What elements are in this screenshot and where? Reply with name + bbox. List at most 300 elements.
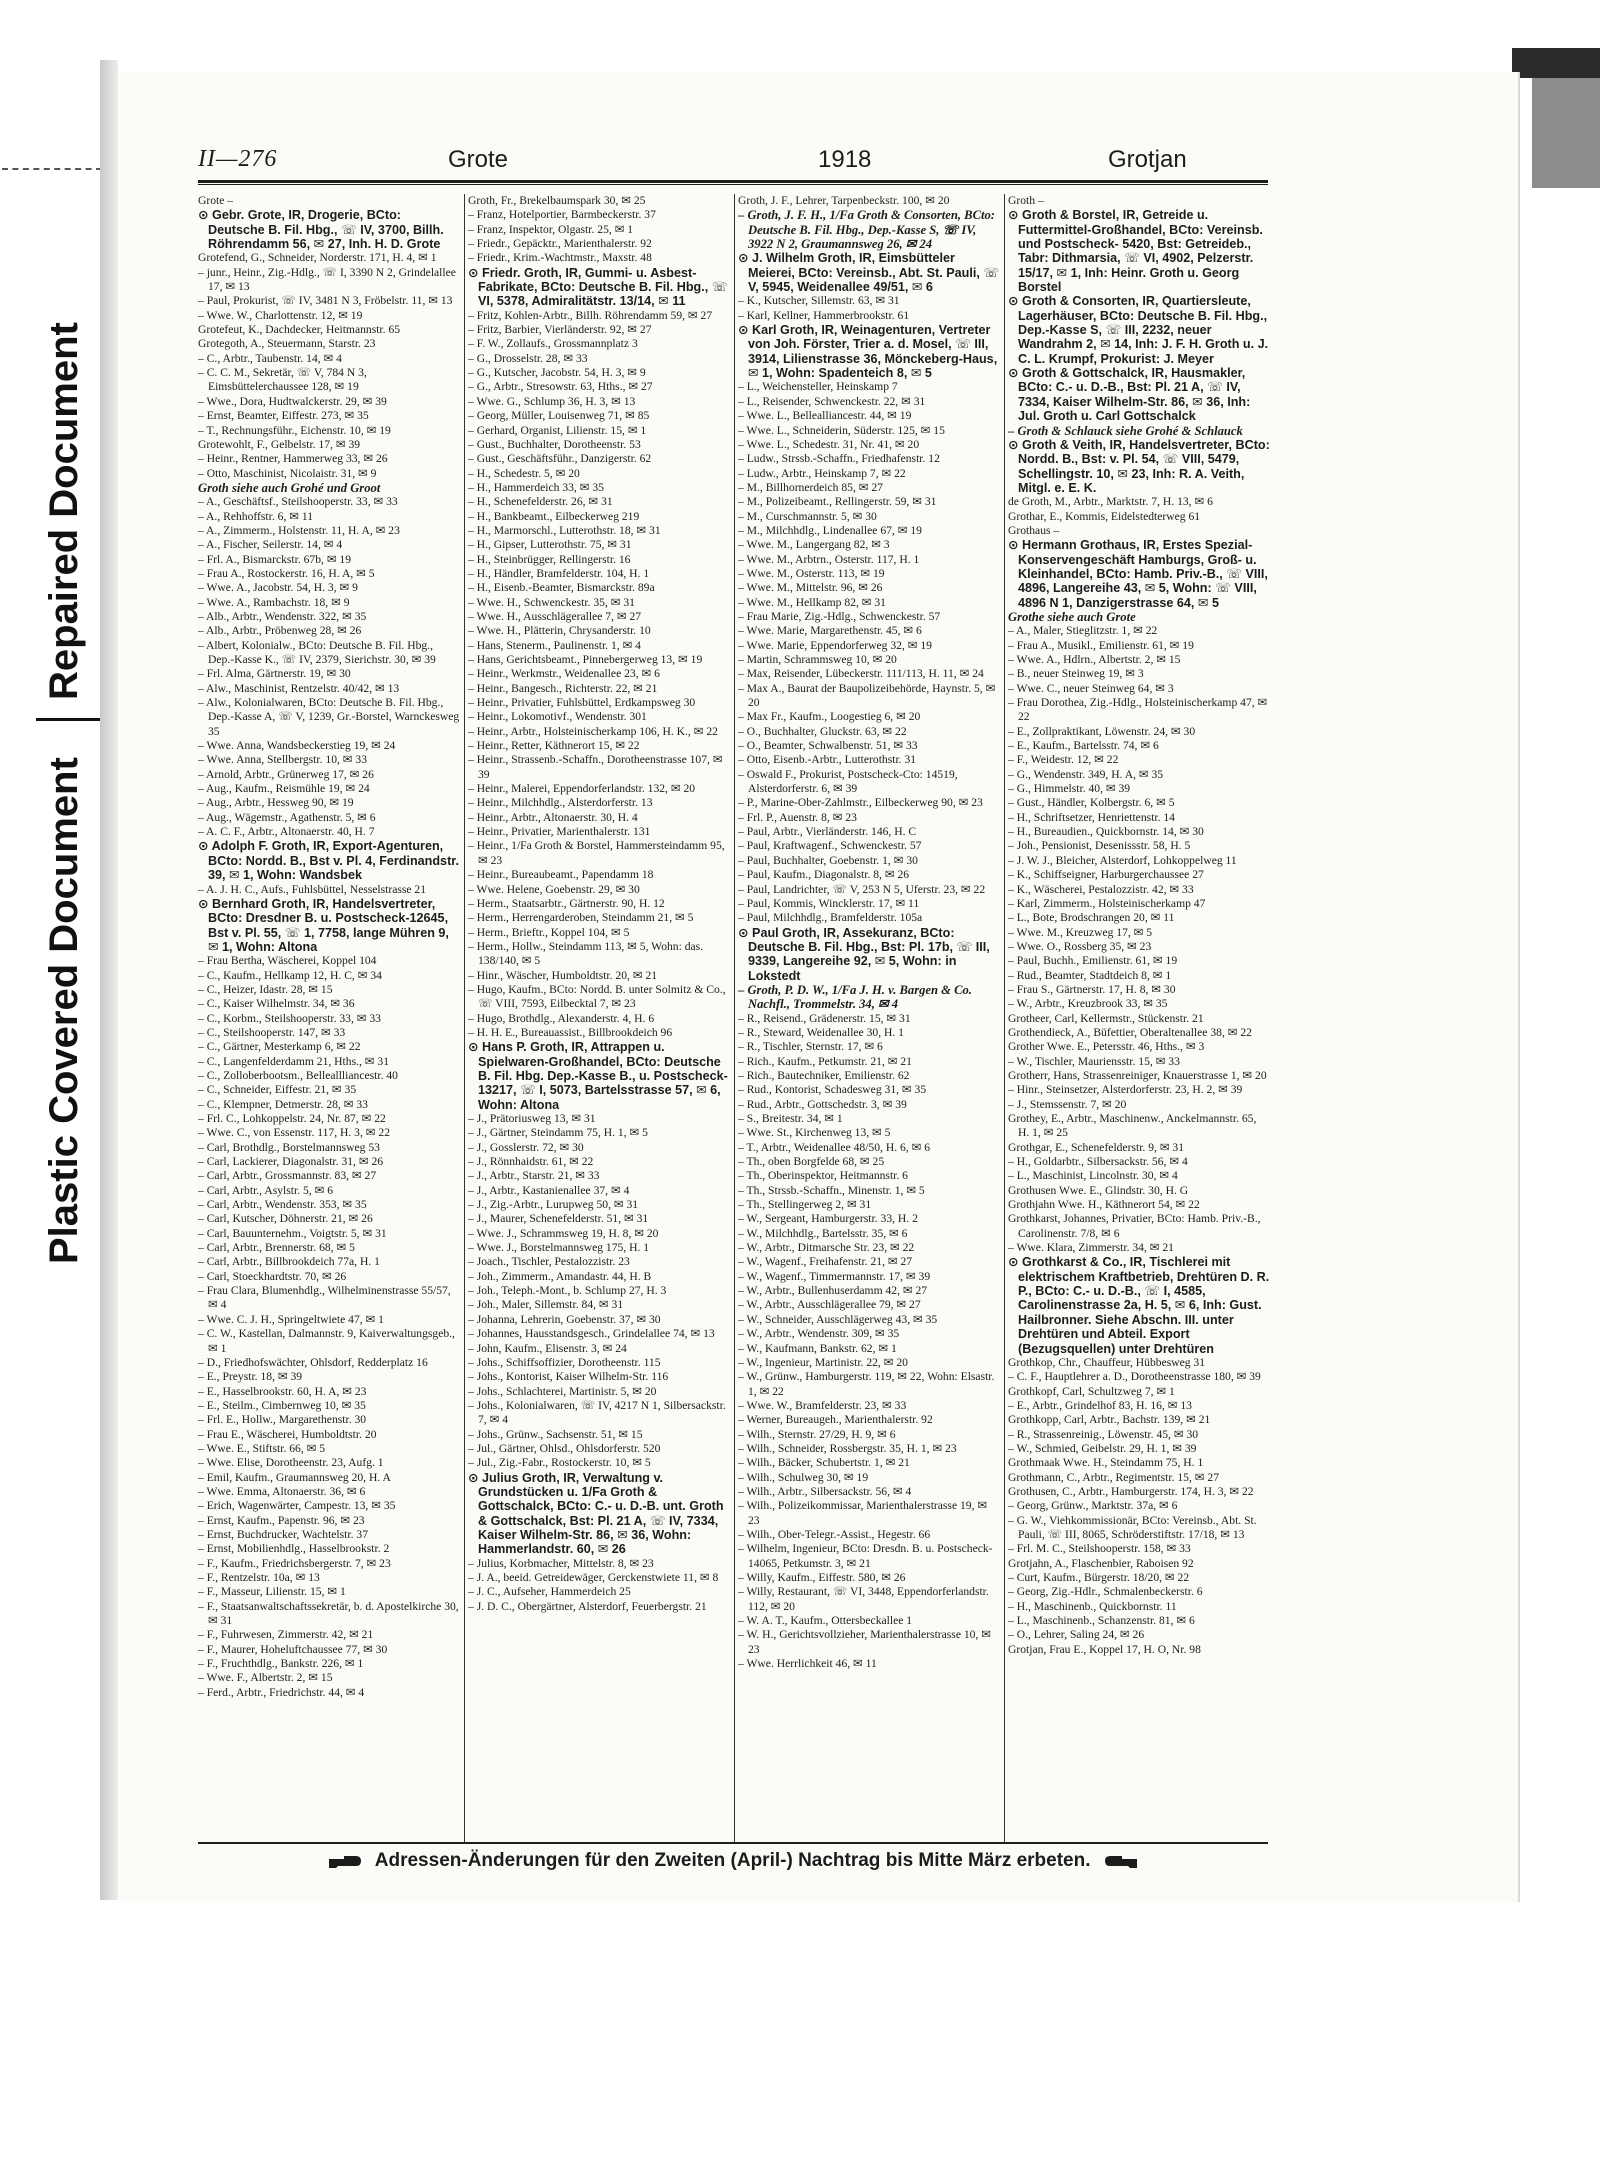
directory-entry: – J., Stemssenstr. 7, ✉ 20 (1008, 1097, 1127, 1111)
directory-entry: – Joach., Tischler, Pestalozzistr. 23 (468, 1255, 630, 1269)
directory-entry: – junr., Heinr., Zig.-Hdlg., ☏ I, 3390 N 2, Grindelallee 17, ✉ 13 (198, 265, 456, 294)
directory-entry: – Aug., Kaufm., Reismühle 19, ✉ 24 (198, 782, 370, 796)
directory-entry: – J., Arbtr., Starstr. 21, ✉ 33 (468, 1169, 600, 1183)
directory-entry: – Georg, Zig.-Hdlr., Schmalenbeckerstr. 6 (1008, 1585, 1203, 1599)
directory-entry: – Th., Strssb.-Schaffn., Minenstr. 1, ✉ 5 (738, 1183, 925, 1197)
directory-entry: – Max Fr., Kaufm., Loogestieg 6, ✉ 20 (738, 710, 921, 724)
directory-entry: – Georg, Grünw., Marktstr. 37a, ✉ 6 (1008, 1499, 1178, 1513)
directory-entry: – Herm., Hollw., Steindamm 113, ✉ 5, Wohn: das. 138/140, ✉ 5 (468, 939, 704, 968)
directory-entry: – Wwe. M., Mittelstr. 96, ✉ 26 (738, 581, 883, 595)
directory-entry: – Frl. C., Lohkoppelstr. 24, Nr. 87, ✉ 22 (198, 1112, 386, 1125)
directory-entry: – D., Friedhofswächter, Ohlsdorf, Redderplatz 16 (198, 1355, 428, 1369)
directory-entry: Grotefend, G., Schneider, Norderstr. 171, H. 4, ✉ 1 (198, 251, 437, 265)
document-label-strip (0, 0, 108, 2177)
directory-entry: Grothusen Wwe. E., Glindstr. 30, H. G (1008, 1183, 1189, 1197)
directory-entry: – G., Himmelstr. 40, ✉ 39 (1008, 782, 1131, 796)
directory-entry: – Wwe. M., Langergang 82, ✉ 3 (738, 538, 890, 552)
directory-entry: – W., Tischler, Mauriensstr. 15, ✉ 33 (1008, 1054, 1180, 1068)
strip-separator (36, 718, 104, 721)
directory-entry: – Wwe. A., Hdlrn., Albertstr. 2, ✉ 15 (1008, 653, 1181, 666)
directory-entry: – K., Kutscher, Sillemstr. 63, ✉ 31 (738, 294, 900, 308)
directory-entry: – Hans, Gerichtsbeamt., Pinnebergerweg 13, ✉ 19 (468, 653, 703, 666)
directory-entry: – Carl, Arbtr., Asylstr. 5, ✉ 6 (198, 1183, 333, 1197)
column-divider (464, 194, 465, 1842)
firm-entry: ⊙ J. Wilhelm Groth, IR, Eimsbütteler Meierei, BCto: Vereinsb., Abt. St. Pauli, ☏ V, 5945, Weidenallee 49/51, ✉ 6 (738, 251, 1000, 295)
directory-entry: – C., Kaiser Wilhelmstr. 34, ✉ 36 (198, 997, 355, 1011)
directory-entry: – Alb., Arbtr., Wendenstr. 322, ✉ 35 (198, 609, 367, 623)
directory-entry: – M., Polizeibeamt., Rellingerstr. 59, ✉ 31 (738, 495, 937, 509)
directory-entry: – Carl, Kutscher, Döhnerstr. 21, ✉ 26 (198, 1212, 373, 1226)
directory-entry: – F., Rentzelstr. 10a, ✉ 13 (198, 1571, 320, 1584)
directory-entry: – Wilh., Polizeikommissar, Marienthalerstrasse 19, ✉ 23 (738, 1499, 988, 1527)
directory-entry: – E., Arbtr., Grindelhof 83, H. 16, ✉ 13 (1008, 1398, 1192, 1412)
directory-entry: – O., Beamter, Schwalbenstr. 51, ✉ 33 (738, 739, 918, 753)
directory-entry: Grothkop, Chr., Chauffeur, Hübbesweg 31 (1008, 1355, 1206, 1369)
directory-entry: – C., Heizer, Idastr. 28, ✉ 15 (198, 982, 333, 996)
directory-entry: – W., Schmied, Geibelstr. 29, H. 1, ✉ 39 (1008, 1441, 1197, 1455)
firm-entry: ⊙ Groth & Consorten, IR, Quartiersleute, Lagerhäuser, BCto: Deutsche B. Fil. Hbg., Dep.-Kasse S, ☏ III, 2232, neuer Wandrahm 2, ✉ 14, Inh: J. F. H. Groth u. J. C. L. Krumpf, Prokurist: J. Meyer (1008, 294, 1269, 366)
directory-entry: – Otto, Maschinist, Nicolaistr. 31, ✉ 9 (198, 466, 377, 480)
directory-entry: – Carl, Arbtr., Wendenstr. 353, ✉ 35 (198, 1198, 367, 1212)
directory-entry: Grotjan, Frau E., Koppel 17, H. O, Nr. 98 (1008, 1642, 1201, 1656)
directory-entry: – Wilh., Schulweg 30, ✉ 19 (738, 1470, 869, 1484)
directory-entry: – Th., Oberinspektor, Heitmannstr. 6 (738, 1169, 908, 1183)
directory-entry: Grote – (198, 194, 234, 207)
column-1 (198, 194, 460, 1842)
directory-entry: – Paul, Buchh., Emilienstr. 61, ✉ 19 (1008, 954, 1178, 968)
directory-entry: – Wwe. Anna, Stellbergstr. 10, ✉ 33 (198, 753, 368, 767)
directory-entry: – John, Kaufm., Elisenstr. 3, ✉ 24 (468, 1341, 627, 1355)
directory-entry: – Wwe. L., Schedestr. 31, Nr. 41, ✉ 20 (738, 437, 920, 451)
directory-entry: – Wwe. M., Kreuzweg 17, ✉ 5 (1008, 925, 1153, 939)
firm-entry: ⊙ Gebr. Grote, IR, Drogerie, BCto: Deutsche B. Fil. Hbg., ☏ IV, 3700, Billh. Röhrendamm 56, ✉ 27, Inh. H. D. Grote (198, 208, 444, 252)
directory-entry: – Wwe. G., Schlump 36, H. 3, ✉ 13 (468, 394, 636, 408)
directory-entry: – W., Grünw., Hamburgerstr. 119, ✉ 22, Wohn: Elsastr. 1, ✉ 22 (738, 1370, 995, 1398)
directory-entry: – Frl. Alma, Gärtnerstr. 19, ✉ 30 (198, 667, 351, 681)
directory-entry: – F., Staatsanwaltschaftssekretär, b. d. Apostelkirche 30, ✉ 31 (198, 1599, 459, 1628)
directory-entry: – Hinr., Wäscher, Humboldtstr. 20, ✉ 21 (468, 968, 658, 982)
directory-entry: – H., Schedestr. 5, ✉ 20 (468, 466, 580, 480)
directory-entry: – Gerhard, Organist, Lilienstr. 15, ✉ 1 (468, 423, 647, 437)
directory-entry: – Rud., Arbtr., Gottschedstr. 3, ✉ 39 (738, 1097, 907, 1111)
directory-entry: – Ludw., Arbtr., Heinskamp 7, ✉ 22 (738, 466, 906, 480)
directory-entry: – Frl. P., Auenstr. 8, ✉ 23 (738, 810, 857, 824)
directory-entry: – Frau E., Wäscherei, Humboldtstr. 20 (198, 1427, 377, 1441)
directory-entry: – Frau S., Gärtnerstr. 17, H. 8, ✉ 30 (1008, 982, 1176, 996)
footer-rule (198, 1842, 1268, 1844)
directory-entry: – C., Kaufm., Hellkamp 12, H. C, ✉ 34 (198, 968, 382, 982)
directory-entry: – Wwe. A., Rambachstr. 18, ✉ 9 (198, 595, 350, 609)
directory-entry: – R., Tischler, Sternstr. 17, ✉ 6 (738, 1040, 883, 1054)
directory-entry: – J. A., beeid. Getreidewäger, Gerckenstwiete 11, ✉ 8 (468, 1571, 719, 1584)
directory-entry: – Paul, Kraftwagenf., Schwenckestr. 57 (738, 839, 922, 853)
repaired-document-label: Repaired Document (42, 322, 86, 700)
directory-page (118, 72, 1520, 1902)
directory-entry: – Frau Marie, Zig.-Hdlg., Schwenckestr. 57 (738, 609, 941, 623)
directory-entry: Grother Wwe. E., Petersstr. 46, Hths., ✉ 3 (1008, 1040, 1205, 1054)
directory-entry: – J. D. C., Obergärtner, Alsterdorf, Feuerbergstr. 21 (468, 1599, 707, 1613)
directory-entry: – J., Rönnhaidstr. 61, ✉ 22 (468, 1155, 594, 1169)
directory-entry: – Heinr., Bureaubeamt., Papendamm 18 (468, 868, 654, 882)
directory-entry: – Wwe. F., Albertstr. 2, ✉ 15 (198, 1671, 333, 1685)
directory-entry: Groth, J. F., Lehrer, Tarpenbeckstr. 100, ✉ 20 (738, 194, 950, 207)
directory-entry: – Paul, Landrichter, ☏ V, 253 N 5, Uferstr. 23, ✉ 22 (738, 882, 986, 896)
directory-entry: – J., Arbtr., Kastanienallee 37, ✉ 4 (468, 1183, 630, 1197)
directory-entry: – Wilh., Schneider, Rossbergstr. 35, H. 1, ✉ 23 (738, 1441, 957, 1455)
directory-entry: Grothey, E., Arbtr., Maschinenw., Anckelmannstr. 65, H. 1, ✉ 25 (1008, 1112, 1257, 1140)
strip-dashed-line (2, 168, 102, 178)
directory-entry: – H., Marmorschl., Lutterothstr. 18, ✉ 31 (468, 523, 661, 537)
footer-notice (198, 1850, 1268, 1872)
directory-entry: Grotefeut, K., Dachdecker, Heitmannstr. 65 (198, 323, 401, 337)
directory-entry: – H., Eisenb.-Beamter, Bismarckstr. 89a (468, 581, 655, 595)
directory-entry: – Wwe. Herrlichkeit 46, ✉ 11 (738, 1657, 877, 1671)
directory-entry: – Ernst, Kaufm., Papenstr. 96, ✉ 23 (198, 1513, 365, 1527)
directory-entry: – Rud., Beamter, Stadtdeich 8, ✉ 1 (1008, 968, 1172, 982)
directory-entry: – Rich., Kaufm., Petkumstr. 21, ✉ 21 (738, 1054, 912, 1068)
directory-entry: – H., Steinbrügger, Rellingerstr. 16 (468, 552, 631, 566)
directory-entry: – Carl, Brothdlg., Borstelmannsweg 53 (198, 1140, 380, 1154)
directory-entry: – Hinr., Steinsetzer, Alsterdorferstr. 23, H. 2, ✉ 39 (1008, 1083, 1243, 1097)
directory-entry: Groth siehe auch Grohé und Groot (198, 480, 381, 495)
directory-entry: – Heinr., Privatier, Fuhlsbüttel, Erdkampsweg 30 (468, 696, 696, 710)
directory-entry: – Gust., Buchhalter, Dorotheenstr. 53 (468, 437, 641, 451)
directory-entry: – Frau Dorothea, Zig.-Hdlg., Holsteinischerkamp 47, ✉ 22 (1008, 696, 1268, 724)
directory-entry: – H., Goldarbtr., Silbersackstr. 56, ✉ 4 (1008, 1155, 1188, 1169)
directory-entry: – Heinr., Privatier, Marienthalerstr. 131 (468, 825, 651, 839)
directory-entry: – C., Gärtner, Mesterkamp 6, ✉ 22 (198, 1040, 361, 1054)
directory-entry: – Frau Clara, Blumenhdlg., Wilhelminenstrasse 55/57, ✉ 4 (198, 1284, 451, 1312)
directory-entry: – Alw., Kolonialwaren, BCto: Deutsche B. Fil. Hbg., Dep.-Kasse A, ☏ V, 1239, Gr.-Borstel, Warnckesweg 35 (198, 696, 460, 738)
directory-entry: – J., Maurer, Schenefelderstr. 51, ✉ 31 (468, 1212, 649, 1226)
firm-entry: ⊙ Paul Groth, IR, Assekuranz, BCto: Deutsche B. Fil. Hbg., Bst: Pl. 17b, ☏ III, 9339, Langereihe 92, ✉ 5, Wohn: in Lokstedt (738, 925, 990, 983)
directory-entry: – L., Weichensteller, Heinskamp 7 (738, 380, 898, 394)
directory-entry: – A., Geschäftsf., Steilshooperstr. 33, ✉ 33 (198, 495, 398, 509)
directory-entry: – Herm., Herrengarderoben, Steindamm 21, ✉ 5 (468, 911, 694, 925)
directory-entry: – Wwe., Dora, Hudtwalckerstr. 29, ✉ 39 (198, 394, 387, 408)
directory-entry: – Herm., Staatsarbtr., Gärtnerstr. 90, H. 12 (468, 896, 665, 910)
directory-entry: – C., Arbtr., Taubenstr. 14, ✉ 4 (198, 351, 342, 365)
directory-entry: – Joh., Zimmerm., Amandastr. 44, H. B (468, 1269, 652, 1283)
directory-entry: – O., Lehrer, Saling 24, ✉ 26 (1008, 1628, 1145, 1642)
directory-entry: – Paul, Kommis, Wincklerstr. 17, ✉ 11 (738, 896, 920, 910)
firm-entry: ⊙ Karl Groth, IR, Weinagenturen, Vertreter von Joh. Förster, Trier a. d. Mosel, ☏ III, 3914, Lilienstrasse 36, Mönckeberg-Haus, ✉ 1, Wohn: Spadenteich 8, ✉ 5 (738, 323, 998, 381)
directory-entry: – Wilh., Bäcker, Schubertstr. 1, ✉ 21 (738, 1456, 910, 1470)
firm-entry: ⊙ Adolph F. Groth, IR, Export-Agenturen, BCto: Nordd. B., Bst v. Pl. 4, Ferdinandstr. 39, ✉ 1, Wohn: Wandsbek (198, 839, 459, 883)
directory-entry: – Wwe. Klara, Zimmerstr. 34, ✉ 21 (1008, 1241, 1174, 1255)
directory-entry: – Wwe. H., Plätterin, Chrysanderstr. 10 (468, 624, 651, 638)
directory-entry: – Heinr., Bangesch., Richterstr. 22, ✉ 21 (468, 681, 658, 695)
directory-entry: – Wwe. M., Osterstr. 113, ✉ 19 (738, 566, 885, 580)
directory-entry: – Aug., Arbtr., Hessweg 90, ✉ 19 (198, 796, 354, 810)
directory-entry: – W., Arbtr., Ausschlägerallee 79, ✉ 27 (738, 1298, 921, 1312)
directory-entry: – J. W. J., Bleicher, Alsterdorf, Lohkoppelweg 11 (1008, 853, 1237, 867)
directory-entry: – Frl. M. C., Steilshooperstr. 158, ✉ 33 (1008, 1542, 1191, 1556)
directory-entry: – Ludw., Strssb.-Schaffn., Friedhafenstr. 12 (738, 452, 940, 466)
directory-entry: – R., Reisend., Grädenerstr. 15, ✉ 31 (738, 1011, 911, 1025)
directory-entry: – Hugo, Kaufm., BCto: Nordd. B. unter Solmitz & Co., ☏ VIII, 7593, Eilbecktal 7, ✉ 23 (468, 982, 726, 1011)
directory-entry: – Wwe. C., neuer Steinweg 64, ✉ 3 (1008, 681, 1174, 695)
directory-entry: – Wwe. Marie, Margarethenstr. 45, ✉ 6 (738, 624, 922, 638)
directory-entry: – Rud., Kontorist, Schadesweg 31, ✉ 35 (738, 1083, 927, 1097)
directory-entry: – Aug., Wägemstr., Agathenstr. 5, ✉ 6 (198, 810, 376, 824)
directory-entry: – Curt, Kaufm., Bürgerstr. 18/20, ✉ 22 (1008, 1571, 1190, 1584)
directory-entry: Groth, Fr., Brekelbaumspark 30, ✉ 25 (468, 194, 646, 207)
firm-entry: ⊙ Groth & Veith, IR, Handelsvertreter, BCto: Nordd. B., Bst: v. Pl. 54, ☏ VIII, 5479, Schellingstr. 10, ✉ 23, Inh: R. A. Veith, Mitgl. e. E. K. (1008, 437, 1270, 495)
scan-shadow (100, 60, 118, 1900)
directory-entry: – Frl. A., Bismarckstr. 67b, ✉ 19 (198, 552, 352, 566)
directory-entry: – W., Wagenf., Timmermannstr. 17, ✉ 39 (738, 1269, 931, 1283)
directory-entry: – Heinr., 1/Fa Groth & Borstel, Hammersteindamm 95, ✉ 23 (468, 839, 725, 867)
directory-entry: – F., Weidestr. 12, ✉ 22 (1008, 753, 1119, 767)
directory-entry: Grothjahn Wwe. H., Käthnerort 54, ✉ 22 (1008, 1198, 1200, 1212)
directory-entry: Grothkarst, Johannes, Privatier, BCto: Hamb. Priv.-B., Carolinenstr. 7/8, ✉ 6 (1008, 1212, 1261, 1240)
directory-entry: – K., Schiffseigner, Harburgerchaussee 27 (1008, 868, 1204, 882)
directory-entry: – F., Kaufm., Friedrichsbergerstr. 7, ✉ 23 (198, 1556, 391, 1570)
directory-entry: – Alw., Maschinist, Rentzelstr. 40/42, ✉ 13 (198, 681, 400, 695)
directory-entry: – A., Maler, Stieglitzstr. 1, ✉ 22 (1008, 624, 1158, 638)
directory-entry: – Wilh., Arbtr., Silbersackstr. 56, ✉ 4 (738, 1484, 912, 1498)
directory-entry: – Joh., Pensionist, Desenissstr. 58, H. 5 (1008, 839, 1191, 853)
footer-text: Adressen-Änderungen für den Zweiten (April-) Nachtrag bis Mitte März erbeten. (374, 1850, 1091, 1871)
directory-entry: Grothmann, C., Arbtr., Regimentstr. 15, ✉ 27 (1008, 1470, 1219, 1484)
firm-entry: ⊙ Julius Groth, IR, Verwaltung v. Grundstücken u. 1/Fa Groth & Gottschalck, BCto: C.- u. D.-B. unt. Groth & Gottschalck, Bst: Pl. 21 A, ☏ IV, 7334, Kaiser Wilhelm-Str. 86, ✉ 36, Wohn: Hammerlandstr. 60, ✉ 26 (468, 1470, 724, 1557)
directory-entry: – E., Kaufm., Bartelsstr. 74, ✉ 6 (1008, 739, 1159, 753)
directory-entry: – Heinr., Arbtr., Holsteinischerkamp 106, H. K., ✉ 22 (468, 724, 718, 738)
directory-entry: – A. J. H. C., Aufs., Fuhlsbüttel, Nesselstrasse 21 (198, 882, 427, 896)
directory-entry: – Frau A., Rostockerstr. 16, H. A, ✉ 5 (198, 566, 375, 580)
directory-entry: – Hugo, Brothdlg., Alexanderstr. 4, H. 6 (468, 1011, 655, 1025)
directory-entry: – Ferd., Arbtr., Friedrichstr. 44, ✉ 4 (198, 1685, 365, 1699)
directory-entry: – Fritz, Barbier, Vierländerstr. 92, ✉ 27 (468, 323, 652, 337)
directory-entry: – Karl, Zimmerm., Holsteinischerkamp 47 (1008, 896, 1206, 910)
directory-entry: – Werner, Bureaugeh., Marienthalerstr. 92 (738, 1413, 933, 1427)
directory-entry: – Wwe. Emma, Altonaerstr. 36, ✉ 6 (198, 1484, 366, 1498)
directory-entry: – Ernst, Mobilienhdlg., Hasselbrookstr. 2 (198, 1542, 390, 1556)
directory-entry: – Rich., Bautechniker, Emilienstr. 62 (738, 1068, 910, 1082)
directory-entry: Grothar, E., Kommis, Eidelstedterweg 61 (1008, 509, 1201, 523)
directory-entry: – Wwe. W., Bramfelderstr. 23, ✉ 33 (738, 1398, 907, 1412)
directory-entry: – Julius, Korbmacher, Mittelstr. 8, ✉ 23 (468, 1556, 654, 1570)
directory-entry: – Wwe. C., von Essenstr. 117, H. 3, ✉ 22 (198, 1126, 390, 1140)
directory-entry: – A., Fischer, Seilerstr. 14, ✉ 4 (198, 538, 343, 552)
directory-entry: – Carl, Stoeckhardtstr. 70, ✉ 26 (198, 1269, 347, 1283)
directory-entry: – Heinr., Retter, Käthnerort 15, ✉ 22 (468, 739, 640, 753)
directory-entry: – Groth & Schlauck siehe Grohé & Schlauck (1008, 423, 1243, 438)
directory-entry: – Heinr., Malerei, Eppendorferlandstr. 132, ✉ 20 (468, 782, 696, 796)
directory-entry: – Carl, Lackierer, Diagonalstr. 31, ✉ 26 (198, 1155, 384, 1169)
header-rule (198, 180, 1268, 183)
directory-entry: – Wwe. O., Rossberg 35, ✉ 23 (1008, 939, 1152, 953)
pointing-hand-icon (1104, 1850, 1138, 1872)
directory-entry: – G., Wendenstr. 349, H. A, ✉ 35 (1008, 767, 1164, 781)
directory-entry: – W., Sergeant, Hamburgerstr. 33, H. 2 (738, 1212, 918, 1226)
directory-entry: – Heinr., Rentner, Hammerweg 33, ✉ 26 (198, 452, 388, 466)
directory-entry: – W., Wagenf., Freihafenstr. 21, ✉ 27 (738, 1255, 913, 1269)
directory-entry: – Wwe. A., Jacobstr. 54, H. 3, ✉ 9 (198, 581, 358, 595)
directory-entry: – Heinr., Arbtr., Altonaerstr. 30, H. 4 (468, 810, 638, 824)
directory-entry: – W., Arbtr., Wendenstr. 309, ✉ 35 (738, 1327, 900, 1341)
firm-entry: ⊙ Hermann Grothaus, IR, Erstes Spezial-Konservengeschäft Hamburgs, Groß- u. Kleinhandel, BCto: Hamb. Priv.-B., ☏ VIII, 4896, Langereihe 43, ✉ 5, Wohn: ☏ VIII, 4896 N 1, Danzigerstrasse 64, ✉ 5 (1008, 538, 1268, 610)
directory-entry: – T., Rechnungsführ., Eichenstr. 10, ✉ 19 (198, 423, 391, 437)
directory-entry: – Wwe. H., Ausschlägerallee 7, ✉ 27 (468, 609, 642, 623)
directory-entry: – Erich, Wagenwärter, Campestr. 13, ✉ 35 (198, 1499, 396, 1513)
directory-entry: – Max, Reisender, Lübeckerstr. 111/113, H. 11, ✉ 24 (738, 667, 984, 681)
header-last-name: Grotjan (1108, 146, 1187, 173)
directory-entry: – Heinr., Strassenb.-Schaffn., Dorotheenstrasse 107, ✉ 39 (468, 753, 723, 781)
directory-entry: – Johs., Kolonialwaren, ☏ IV, 4217 N 1, Silbersackstr. 7, ✉ 4 (468, 1398, 726, 1427)
directory-entry: – Gust., Händler, Kolbergstr. 6, ✉ 5 (1008, 796, 1175, 810)
directory-entry: – Th., Stellingerweg 2, ✉ 31 (738, 1198, 872, 1212)
directory-entry: – C. F., Hauptlehrer a. D., Dorotheenstrasse 180, ✉ 39 (1008, 1370, 1261, 1384)
directory-entry: de Groth, M., Arbtr., Marktstr. 7, H. 13, ✉ 6 (1008, 495, 1213, 509)
directory-entry: – H., Händler, Bramfelderstr. 104, H. 1 (468, 566, 650, 580)
directory-entry: – Arnold, Arbtr., Grünerweg 17, ✉ 26 (198, 767, 374, 781)
directory-entry: – Martin, Schrammsweg 10, ✉ 20 (738, 653, 897, 666)
directory-entry: – J., Prätoriusweg 13, ✉ 31 (468, 1112, 596, 1125)
directory-entry: Grothgar, E., Schenefelderstr. 9, ✉ 31 (1008, 1140, 1185, 1154)
directory-entry: Grothkopp, Carl, Arbtr., Bachstr. 139, ✉ 21 (1008, 1413, 1211, 1427)
directory-entry: – L., Bote, Brodschrangen 20, ✉ 11 (1008, 911, 1175, 925)
directory-entry: – C., Langenfelderdamm 21, Hths., ✉ 31 (198, 1054, 389, 1068)
directory-entry: – Willy, Restaurant, ☏ VI, 3448, Eppendorferlandstr. 112, ✉ 20 (738, 1585, 989, 1613)
directory-entry: – Wwe. Marie, Eppendorferweg 32, ✉ 19 (738, 638, 932, 652)
directory-entry: – Friedr., Gepäcktr., Marienthalerstr. 92 (468, 237, 652, 251)
directory-entry: – E., Steilm., Cimbernweg 10, ✉ 35 (198, 1398, 366, 1412)
plastic-covered-label: Plastic Covered Document (42, 757, 86, 1264)
directory-entry: – Paul, Arbtr., Vierländerstr. 146, H. C (738, 825, 917, 839)
directory-entry: – L., Reisender, Schwenckestr. 22, ✉ 31 (738, 394, 926, 408)
directory-entry: – Georg, Müller, Louisenweg 71, ✉ 85 (468, 409, 650, 423)
directory-entry: Grotegoth, A., Steuermann, Starstr. 23 (198, 337, 376, 351)
directory-entry: – E., Hasselbrookstr. 60, H. A, ✉ 23 (198, 1384, 367, 1398)
firm-entry: ⊙ Groth & Borstel, IR, Getreide u. Futtermittel-Großhandel, BCto: Vereinsb. und Postscheck- 5420, Bst: Getreideb., Tabr: Dithmarsia, ☏ VI, 4902, Pelzerstr. 15/17, ✉ 1, Inh: Heinr. Groth u. Georg Borstel (1008, 208, 1263, 295)
directory-entry: – Hans, Stenerm., Paulinenstr. 1, ✉ 4 (468, 638, 641, 652)
directory-entry: – A., Rehhoffstr. 6, ✉ 11 (198, 509, 314, 523)
directory-entry: – A. C. F., Arbtr., Altonaerstr. 40, H. 7 (198, 825, 375, 839)
directory-entry: – Friedr., Krim.-Wachtmstr., Maxstr. 48 (468, 251, 652, 265)
directory-entry: – S., Breitestr. 34, ✉ 1 (738, 1112, 843, 1125)
directory-entry: – Wwe. J., Schrammsweg 19, H. 8, ✉ 20 (468, 1226, 659, 1240)
column-divider (1004, 194, 1005, 1842)
directory-entry: – Carl, Arbtr., Billbrookdeich 77a, H. 1 (198, 1255, 380, 1269)
firm-entry: ⊙ Friedr. Groth, IR, Gummi- u. Asbest-Fabrikate, BCto: Deutsche B. Fil. Hbg., ☏ VI, 5378, Admiralitätstr. 13/14, ✉ 11 (468, 265, 728, 309)
directory-entry: – W., Kaufmann, Bankstr. 62, ✉ 1 (738, 1341, 897, 1355)
directory-entry: – M., Curschmannstr. 5, ✉ 30 (738, 509, 877, 523)
directory-entry: – Paul, Prokurist, ☏ IV, 3481 N 3, Fröbelstr. 11, ✉ 13 (198, 294, 453, 308)
directory-entry: – G., Arbtr., Stresowstr. 63, Hths., ✉ 27 (468, 380, 653, 394)
directory-entry: – C., Klempner, Detmerstr. 28, ✉ 33 (198, 1097, 368, 1111)
directory-entry: – G., Kutscher, Jacobstr. 54, H. 3, ✉ 9 (468, 366, 646, 380)
directory-entry: – Wwe. L., Bellealliancestr. 44, ✉ 19 (738, 409, 912, 423)
directory-entry: – Wwe. E., Stiftstr. 66, ✉ 5 (198, 1441, 326, 1455)
directory-entry: – Herm., Brieftr., Koppel 104, ✉ 5 (468, 925, 630, 939)
directory-entry: – T., Arbtr., Weidenallee 48/50, H. 6, ✉ 6 (738, 1140, 930, 1154)
directory-entry: – Johs., Schiffsoffizier, Dorotheenstr. 115 (468, 1355, 661, 1369)
directory-entry: – Heinr., Milchhdlg., Alsterdorferstr. 13 (468, 796, 653, 810)
directory-entry: – Wwe. St., Kirchenweg 13, ✉ 5 (738, 1126, 891, 1140)
directory-entry: – Johanna, Lehrerin, Goebenstr. 37, ✉ 30 (468, 1312, 661, 1326)
directory-entry: – Albert, Kolonialw., BCto: Deutsche B. Fil. Hbg., Dep.-Kasse K., ☏ IV, 2379, Sierichstr. 30, ✉ 39 (198, 638, 436, 666)
directory-entry: Grotherr, Hans, Strassenreiniger, Knauerstrasse 1, ✉ 20 (1008, 1068, 1267, 1082)
directory-entry: Groth – (1008, 194, 1044, 207)
directory-entry: – Jul., Zig.-Fabr., Rostockerstr. 10, ✉ 5 (468, 1456, 651, 1470)
directory-entry: – L., Maschinenb., Schanzenstr. 81, ✉ 6 (1008, 1614, 1195, 1628)
header-first-name: Grote (448, 146, 509, 173)
directory-entry: – Wwe. M., Hellkamp 82, ✉ 31 (738, 595, 886, 609)
directory-entry: – Johs., Grünw., Sachsenstr. 51, ✉ 15 (468, 1427, 643, 1441)
directory-entry: Grotewohlt, F., Gelbelstr. 17, ✉ 39 (198, 437, 361, 451)
directory-entry: – F., Masseur, Lilienstr. 15, ✉ 1 (198, 1585, 346, 1599)
directory-entry: – L., Maschinist, Lincolnstr. 30, ✉ 4 (1008, 1169, 1178, 1183)
directory-entry: – B., neuer Steinweg 19, ✉ 3 (1008, 667, 1144, 681)
directory-entry: Grotheer, Carl, Kellermstr., Stückenstr. 21 (1008, 1011, 1204, 1025)
directory-entry: – Gust., Geschäftsführ., Danzigerstr. 62 (468, 452, 652, 466)
directory-entry: – E., Preystr. 18, ✉ 39 (198, 1370, 303, 1384)
directory-entry: – C. C. M., Sekretär, ☏ V, 784 N 3, Eimsbüttelerchaussee 128, ✉ 19 (198, 366, 367, 394)
directory-entry: – Fritz, Kohlen-Arbtr., Billh. Röhrendamm 59, ✉ 27 (468, 308, 713, 322)
directory-entry: – J., Gärtner, Steindamm 75, H. 1, ✉ 5 (468, 1126, 648, 1140)
directory-entry: – Wwe. Elise, Dorotheenstr. 23, Aufg. 1 (198, 1456, 384, 1470)
directory-entry: – Johs., Kontorist, Kaiser Wilhelm-Str. 116 (468, 1370, 669, 1384)
directory-entry: – Willy, Kaufm., Eiffestr. 580, ✉ 26 (738, 1571, 906, 1584)
directory-entry: – Ernst, Buchdrucker, Wachtelstr. 37 (198, 1527, 368, 1541)
directory-entry: – W., Arbtr., Ditmarsche Str. 23, ✉ 22 (738, 1241, 915, 1255)
directory-entry: – Wwe. Helene, Goebenstr. 29, ✉ 30 (468, 882, 640, 896)
directory-entry: – C., Schneider, Eiffestr. 21, ✉ 35 (198, 1083, 357, 1097)
directory-entry: – Johannes, Hausstandsgesch., Grindelallee 74, ✉ 13 (468, 1327, 715, 1341)
directory-entry: – C. W., Kastellan, Dalmannstr. 9, Kaiverwaltungsgeb., ✉ 1 (198, 1327, 455, 1355)
directory-entry: – H., Bankbeamt., Eilbeckerweg 219 (468, 509, 640, 523)
directory-entry: – Groth, J. F. H., 1/Fa Groth & Consorten, BCto: Deutsche B. Fil. Hbg., Dep.-Kasse S, ☏ IV, 3922 N 2, Graumannsweg 26, ✉ 24 (738, 208, 995, 252)
directory-entry: – Frau A., Musikl., Emilienstr. 61, ✉ 19 (1008, 638, 1194, 652)
directory-entry: – J., Gosslerstr. 72, ✉ 30 (468, 1140, 584, 1154)
directory-entry: – J. C., Aufseher, Hammerdeich 25 (468, 1585, 631, 1599)
directory-entry: – O., Buchhalter, Gluckstr. 63, ✉ 22 (738, 724, 907, 738)
directory-entry: – W., Arbtr., Bullenhuserdamm 42, ✉ 27 (738, 1284, 928, 1298)
pointing-hand-icon (328, 1850, 362, 1872)
directory-entry: – Johs., Schlachterei, Martinistr. 5, ✉ 20 (468, 1384, 657, 1398)
directory-entry: – F., Maurer, Hoheluftchaussee 77, ✉ 30 (198, 1642, 388, 1656)
directory-entry: – W. A. T., Kaufm., Ottersbeckallee 1 (738, 1614, 913, 1628)
directory-entry: – Th., oben Borgfelde 68, ✉ 25 (738, 1155, 885, 1169)
directory-entry: – H., Maschinenb., Quickbornstr. 11 (1008, 1599, 1177, 1613)
directory-entry: – Otto, Eisenb.-Arbtr., Lutterothstr. 31 (738, 753, 917, 767)
firm-entry: ⊙ Groth & Gottschalck, IR, Hausmakler, BCto: C.- u. D.-B., Bst: Pl. 21 A, ☏ IV, 7334, Kaiser Wilhelm-Str. 86, ✉ 36, Inh: Jul. Groth u. Carl Gottschalck (1008, 366, 1251, 424)
directory-entry: – C., Steilshooperstr. 147, ✉ 33 (198, 1025, 346, 1039)
firm-entry: ⊙ Grothkarst & Co., IR, Tischlerei mit elektrischem Kraftbetrieb, Drehtüren D. R. P., BCto: C.- u. D.-B., ☏ I, 4585, Carolinenstrasse 2a, H. 5, ✉ 6, Inh: Gust. Hailbronner. Siehe Abschn. III. unter Drehtüren und Abteil. Export (Bezugsquellen) unter Drehtüren (1008, 1255, 1270, 1356)
directory-entry: – Joh., Teleph.-Mont., b. Schlump 27, H. 3 (468, 1284, 667, 1298)
directory-entry: – Wwe. L., Schneiderin, Süderstr. 125, ✉ 15 (738, 423, 945, 437)
directory-entry: – M., Milchhdlg., Lindenallee 67, ✉ 19 (738, 523, 922, 537)
firm-entry: ⊙ Bernhard Groth, IR, Handelsvertreter, BCto: Dresdner B. u. Postscheck-12645, Bst v. Pl. 55, ☏ 1, 7758, lange Mühren 9, ✉ 1, Wohn: Altona (198, 896, 449, 954)
directory-entry: – R., Steward, Weidenallee 30, H. 1 (738, 1025, 904, 1039)
directory-entry: – Groth, P. D. W., 1/Fa J. H. v. Bargen & Co. Nachfl., Trommelstr. 34, ✉ 4 (738, 982, 972, 1012)
column-3 (738, 194, 1000, 1842)
directory-entry: – Wwe. C. J. H., Springeltwiete 47, ✉ 1 (198, 1312, 384, 1326)
directory-entry: – Carl, Bauunternehm., Voigtstr. 5, ✉ 31 (198, 1226, 387, 1240)
directory-entry: – Heinr., Lokomotivf., Wendenstr. 301 (468, 710, 647, 724)
directory-entry: – H., Schriftsetzer, Henriettenstr. 14 (1008, 810, 1175, 824)
directory-entry: – F., Fruchthdlg., Bankstr. 226, ✉ 1 (198, 1657, 364, 1671)
header-rule-thin (198, 184, 1268, 185)
directory-entry: – Joh., Maler, Sillemstr. 84, ✉ 31 (468, 1298, 624, 1312)
directory-entry: – H., Hammerdeich 33, ✉ 35 (468, 480, 604, 494)
directory-entry: – Paul, Buchhalter, Goebenstr. 1, ✉ 30 (738, 853, 918, 867)
directory-entry: – Wwe. Anna, Wandsbeckerstieg 19, ✉ 24 (198, 739, 396, 753)
directory-entry: – Max A., Baurat der Baupolizeibehörde, Haynstr. 5, ✉ 20 (738, 681, 996, 710)
directory-entry: Grothaus – (1008, 523, 1060, 537)
